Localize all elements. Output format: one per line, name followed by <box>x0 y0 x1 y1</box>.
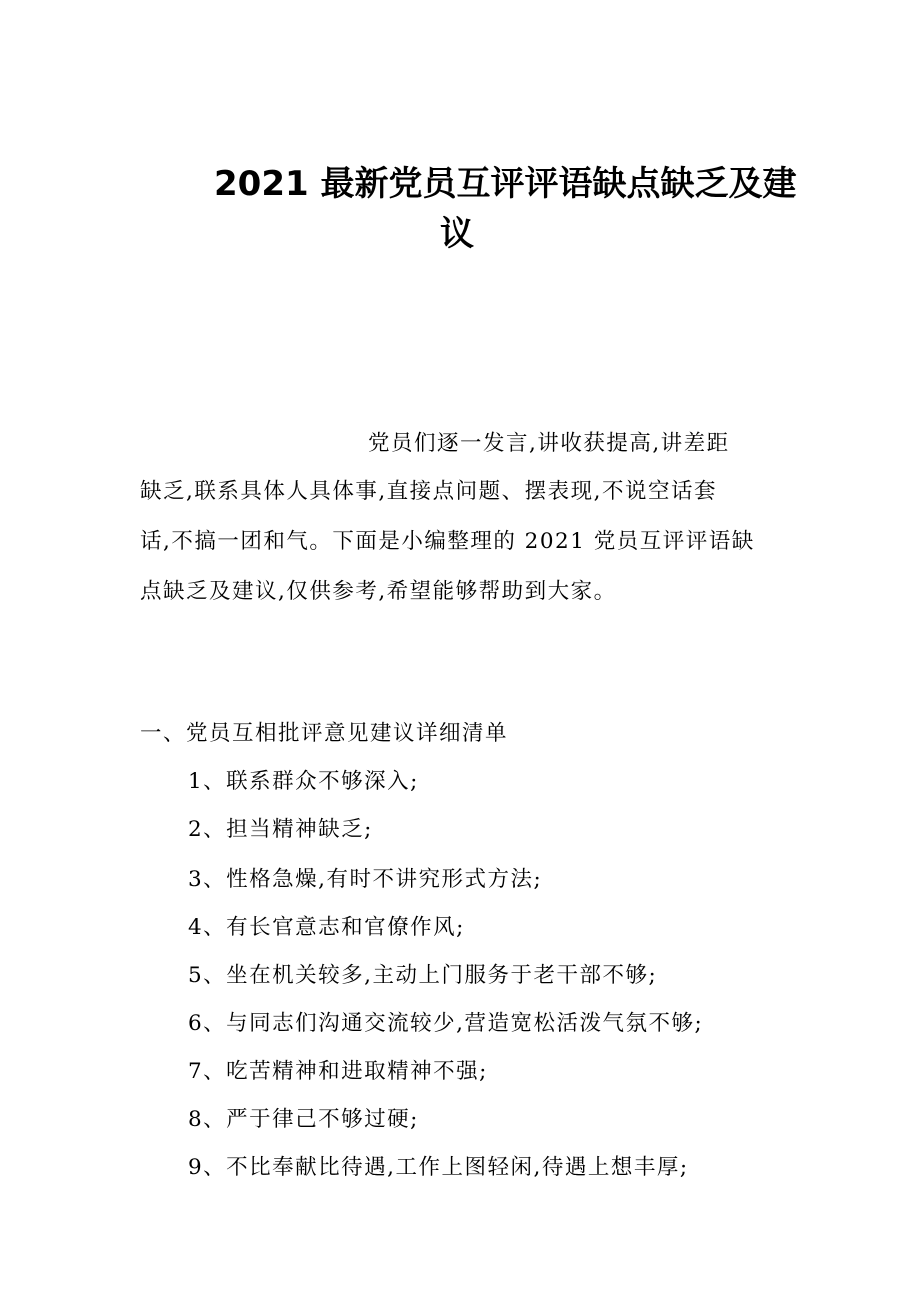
document-title-line1: 2021 最新党员互评评语缺点缺乏及建 <box>214 164 797 204</box>
list-item: 9、不比奉献比待遇,工作上图轻闲,待遇上想丰厚; <box>188 1155 689 1180</box>
intro-paragraph-line2: 缺乏,联系具体人具体事,直接点问题、摆表现,不说空话套 <box>140 479 718 504</box>
list-item: 7、吃苦精神和进取精神不强; <box>188 1059 488 1084</box>
section-heading: 一、党员互相批评意见建议详细清单 <box>140 721 509 746</box>
list-item: 1、联系群众不够深入; <box>188 769 419 794</box>
list-item: 5、坐在机关较多,主动上门服务于老干部不够; <box>188 963 658 988</box>
intro-paragraph-line1: 党员们逐一发言,讲收获提高,讲差距 <box>368 431 730 456</box>
list-item: 6、与同志们沟通交流较少,营造宽松活泼气氛不够; <box>188 1011 704 1036</box>
intro-paragraph-line4: 点缺乏及建议,仅供参考,希望能够帮助到大家。 <box>140 579 617 604</box>
intro-paragraph-line3: 话,不搞一团和气。下面是小编整理的 2021 党员互评评语缺 <box>140 529 755 554</box>
list-item: 2、担当精神缺乏; <box>188 817 373 842</box>
list-item: 3、性格急燥,有时不讲究形式方法; <box>188 867 543 892</box>
list-item: 4、有长官意志和官僚作风; <box>188 915 465 940</box>
list-item: 8、严于律己不够过硬; <box>188 1107 419 1132</box>
document-title-line2: 议 <box>440 214 474 254</box>
